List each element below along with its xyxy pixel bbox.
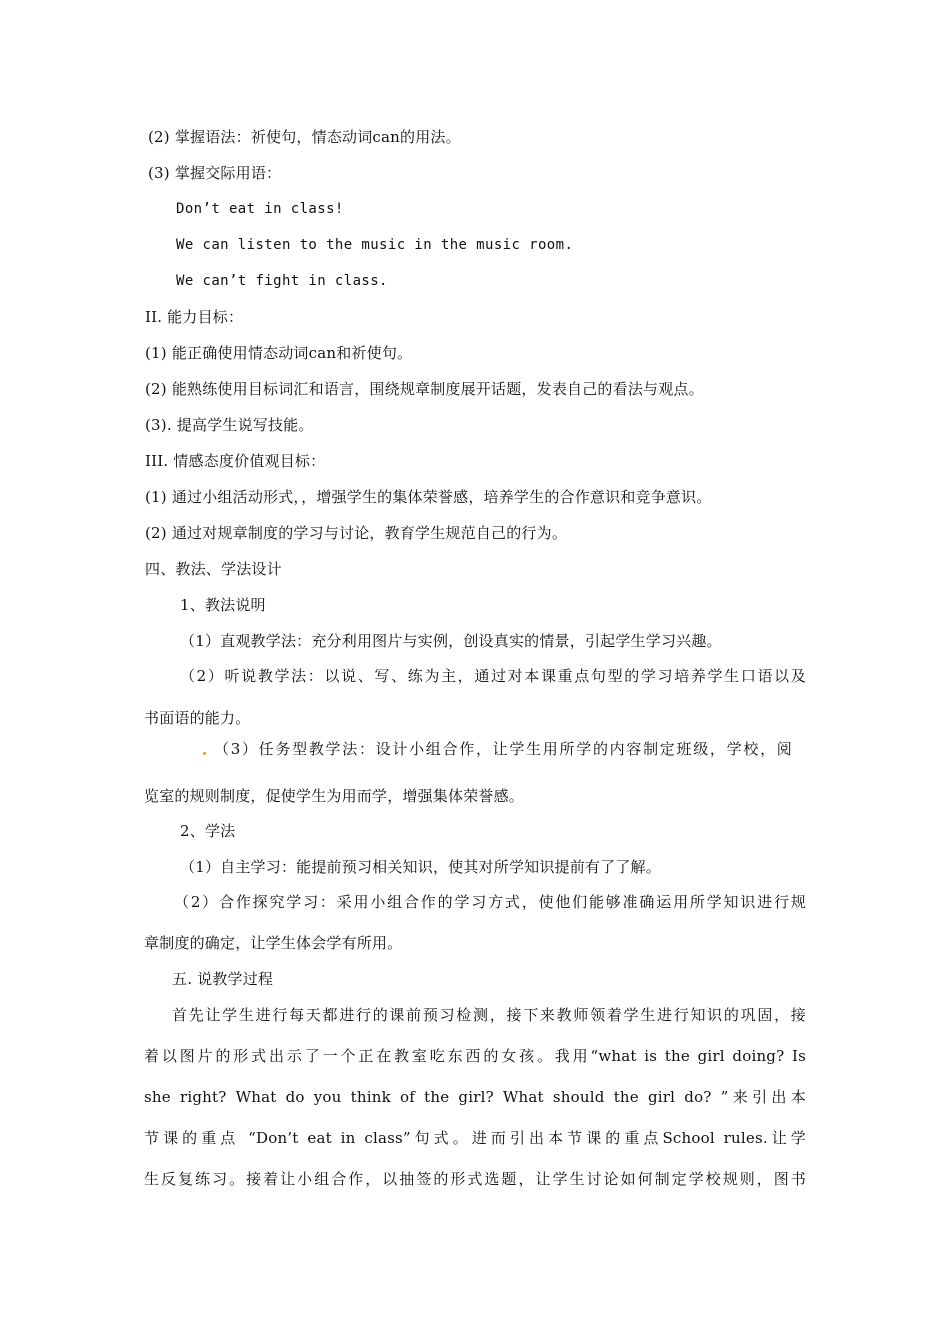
ability-item-2: (2) 能熟练使用目标词汇和语言，围绕规章制度展开话题，发表自己的看法与观点。 <box>145 380 704 398</box>
teaching-method-2: （2）听说教学法：以说、写、练为主，通过对本课重点句型的学习培养学生口语以及 <box>180 667 806 685</box>
emotion-item-2: (2) 通过对规章制度的学习与讨论，教育学生规范自己的行为。 <box>145 524 568 542</box>
highlight-mark <box>203 752 206 755</box>
ability-item-1: (1) 能正确使用情态动词can和祈使句。 <box>145 344 413 362</box>
teaching-method-heading: 1、教法说明 <box>180 596 266 614</box>
process-line-5: 生反复练习。接着让小组合作，以抽签的形式选题，让学生讨论如何制定学校规则，图书 <box>144 1170 806 1188</box>
example-sentence-3: We can’t fight in class. <box>176 273 388 289</box>
process-line-3: she right? What do you think of the girl? What should the girl do? ”来引出本 <box>144 1088 806 1106</box>
section-ability-heading: II. 能力目标： <box>145 308 244 326</box>
emotion-item-1: (1) 通过小组活动形式，，增强学生的集体荣誉感，培养学生的合作意识和竞争意识。 <box>145 488 712 506</box>
learning-method-2: （2）合作探究学习：采用小组合作的学习方式，使他们能够准确运用所学知识进行规 <box>174 893 806 911</box>
teaching-method-2-cont: 书面语的能力。 <box>144 709 251 727</box>
objective-grammar: (2) 掌握语法：祈使句，情态动词can的用法。 <box>148 128 461 146</box>
process-line-2: 着以图片的形式出示了一个正在教室吃东西的女孩。我用“what is the girl doing? Is <box>144 1047 806 1065</box>
objective-communication: (3) 掌握交际用语： <box>148 164 282 182</box>
example-sentence-1: Don’t eat in class! <box>176 201 344 217</box>
learning-method-1: （1）自主学习：能提前预习相关知识，使其对所学知识提前有了了解。 <box>180 858 661 876</box>
example-sentence-2: We can listen to the music in the music room. <box>176 237 574 253</box>
learning-method-2-cont: 章制度的确定，让学生体会学有所用。 <box>144 934 403 952</box>
learning-method-heading: 2、学法 <box>180 822 236 840</box>
section-four-heading: 四、教法、学法设计 <box>145 560 282 578</box>
section-emotion-heading: III. 情感态度价值观目标： <box>145 452 326 470</box>
process-line-1: 首先让学生进行每天都进行的课前预习检测，接下来教师领着学生进行知识的巩固，接 <box>172 1006 806 1024</box>
process-line-4: 节课的重点 “Don’t eat in class”句式。进而引出本节课的重点School rules.让学 <box>144 1129 806 1147</box>
section-five-heading: 五. 说教学过程 <box>172 970 274 988</box>
teaching-method-3: （3）任务型教学法：设计小组合作，让学生用所学的内容制定班级，学校，阅 <box>214 740 792 758</box>
ability-item-3: (3). 提高学生说写技能。 <box>145 416 314 434</box>
teaching-method-3-cont: 览室的规则制度，促使学生为用而学，增强集体荣誉感。 <box>144 787 525 805</box>
teaching-method-1: （1）直观教学法：充分利用图片与实例，创设真实的情景，引起学生学习兴趣。 <box>180 632 722 650</box>
